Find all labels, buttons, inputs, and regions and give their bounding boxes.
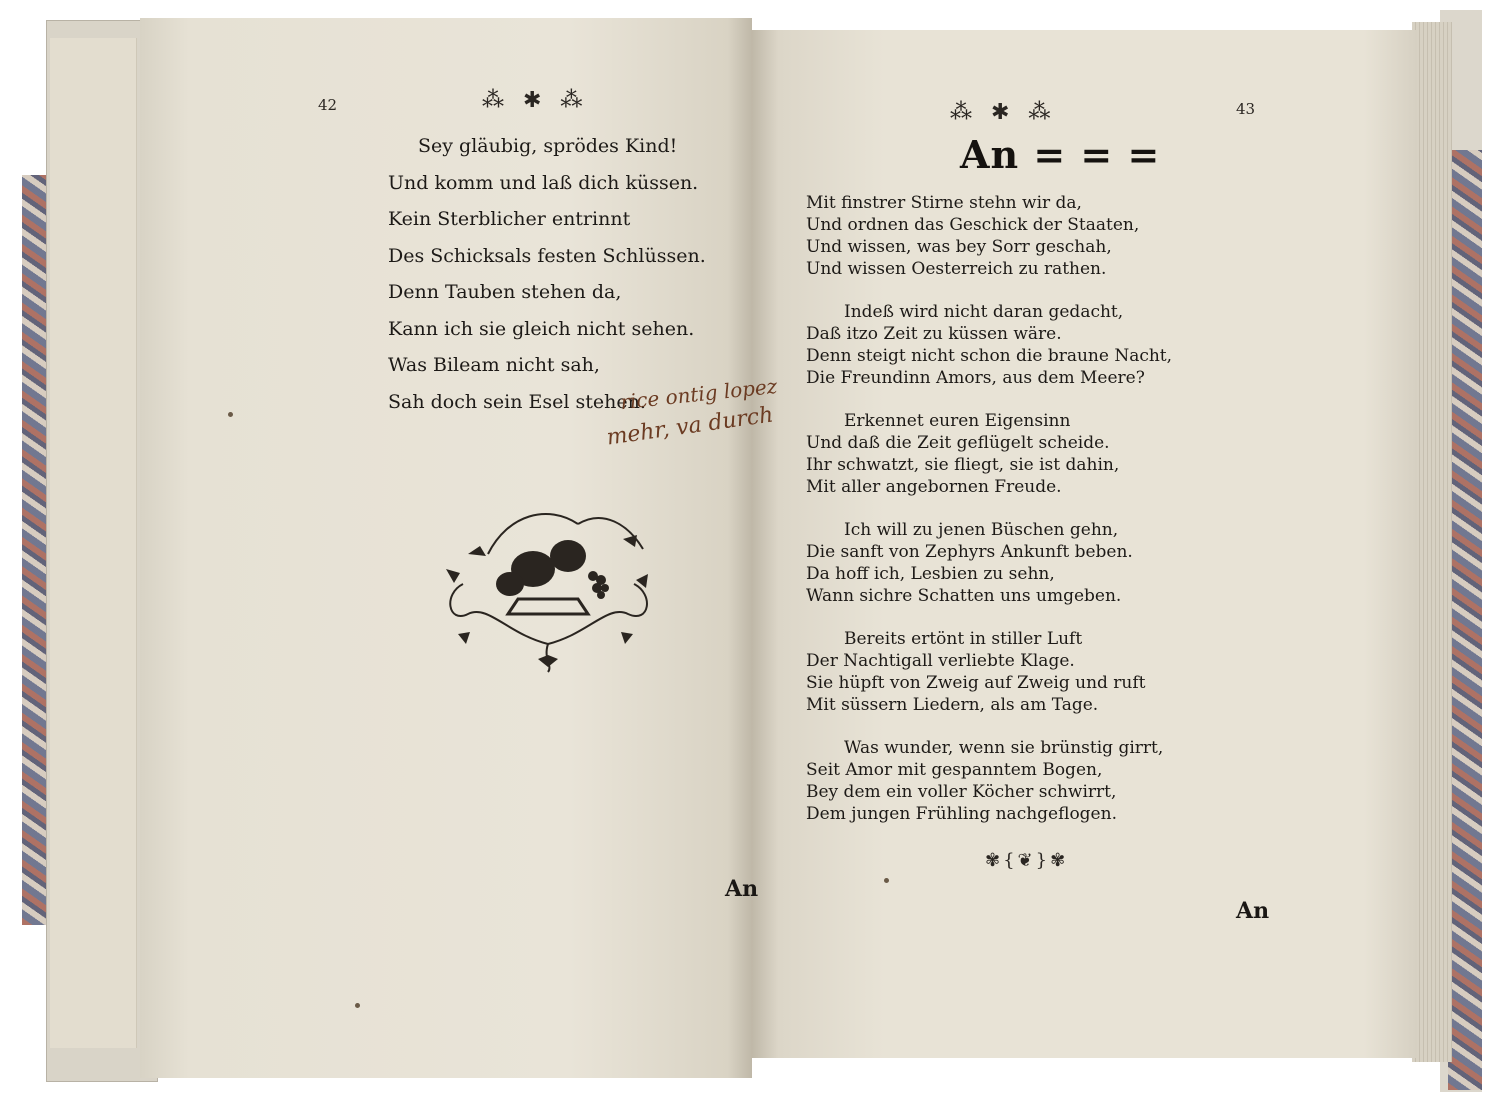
- verse-line: Die sanft von Zephyrs Ankunft beben.: [806, 542, 1133, 562]
- verse-line: Sey gläubig, sprödes Kind!: [418, 135, 678, 157]
- verse-line: Seit Amor mit gespanntem Bogen,: [806, 760, 1103, 780]
- verse-line: Mit aller angebornen Freude.: [806, 477, 1062, 497]
- verse-line: Was Bileam nicht sah,: [388, 354, 600, 376]
- catchword-left: An: [725, 876, 759, 902]
- verse-line: Was wunder, wenn sie brünstig girrt,: [844, 738, 1164, 758]
- verse-line: Und komm und laß dich küssen.: [388, 171, 699, 194]
- verse-line: Kann ich sie gleich nicht sehen.: [388, 317, 695, 340]
- verse-line: Und wissen Oesterreich zu rathen.: [806, 259, 1107, 279]
- verse-line: Dem jungen Frühling nachgeflogen.: [806, 804, 1117, 824]
- verse-line: Indeß wird nicht daran gedacht,: [844, 302, 1124, 322]
- stanza: [806, 301, 1173, 389]
- handwritten-annotation: rice ontig lopez: [619, 373, 779, 415]
- head-ornament-right: ⁂ ✱ ⁂: [950, 100, 1057, 125]
- catchword-right: An: [1236, 898, 1270, 924]
- verse-line: Der Nachtigall verliebte Klage.: [806, 651, 1075, 671]
- verse-line: Mit süssern Liedern, als am Tage.: [806, 695, 1099, 715]
- verse-line: Und wissen, was bey Sorr geschah,: [806, 237, 1112, 257]
- poem-title: An = = =: [960, 132, 1161, 177]
- verse-line: Ich will zu jenen Büschen gehn,: [844, 520, 1119, 540]
- fruit-basket-vignette: [428, 494, 670, 674]
- stanza: [806, 410, 1166, 498]
- verse-line: Bereits ertönt in stiller Luft: [844, 629, 1083, 649]
- foxing-spot: [884, 878, 889, 883]
- verse-line: Bey dem ein voller Köcher schwirrt,: [806, 782, 1117, 802]
- verse-line: Mit finstrer Stirne stehn wir da,: [806, 193, 1082, 213]
- poem-left: [388, 128, 718, 420]
- verse-line: Sie hüpft von Zweig auf Zweig und ruft: [806, 673, 1146, 693]
- verse-line: Und ordnen das Geschick der Staaten,: [806, 215, 1140, 235]
- verse-line: Daß itzo Zeit zu küssen wäre.: [806, 324, 1062, 344]
- marbled-endpaper-right: [1448, 150, 1482, 1090]
- verse-line: Die Freundinn Amors, aus dem Meere?: [806, 368, 1145, 388]
- verse-line: Und daß die Zeit geflügelt scheide.: [806, 433, 1110, 453]
- verse-line: Denn Tauben stehen da,: [388, 281, 622, 303]
- verse-line: Erkennet euren Eigensinn: [844, 411, 1071, 431]
- stanza: [806, 628, 1166, 716]
- verse-line: Des Schicksals festen Schlüssen.: [388, 244, 706, 267]
- handwritten-annotation: mehr, va durch: [605, 402, 775, 451]
- verse-line: Denn steigt nicht schon die braune Nacht,: [806, 346, 1173, 366]
- tailpiece-ornament: ✾{❦}✾: [985, 850, 1069, 871]
- verse-line: Sah doch sein Esel stehen.: [388, 390, 646, 413]
- stanza: [806, 737, 1166, 825]
- endpaper-left: [50, 38, 137, 1048]
- verse-line: Wann sichre Schatten uns umgeben.: [806, 586, 1122, 606]
- page-number-left: 42: [318, 96, 338, 114]
- verse-line: Kein Sterblicher entrinnt: [388, 208, 631, 230]
- foxing-spot: [228, 412, 233, 417]
- foxing-spot: [355, 1003, 360, 1008]
- page-edges: [1412, 22, 1452, 1062]
- verse-line: Da hoff ich, Lesbien zu sehn,: [806, 564, 1055, 584]
- page-number-right: 43: [1236, 100, 1256, 118]
- verse-line: Ihr schwatzt, sie fliegt, sie ist dahin,: [806, 455, 1120, 475]
- stanza: [806, 192, 1166, 280]
- poem-right: [806, 192, 1173, 846]
- stanza: [806, 519, 1166, 607]
- head-ornament-left: ⁂ ✱ ⁂: [482, 88, 589, 113]
